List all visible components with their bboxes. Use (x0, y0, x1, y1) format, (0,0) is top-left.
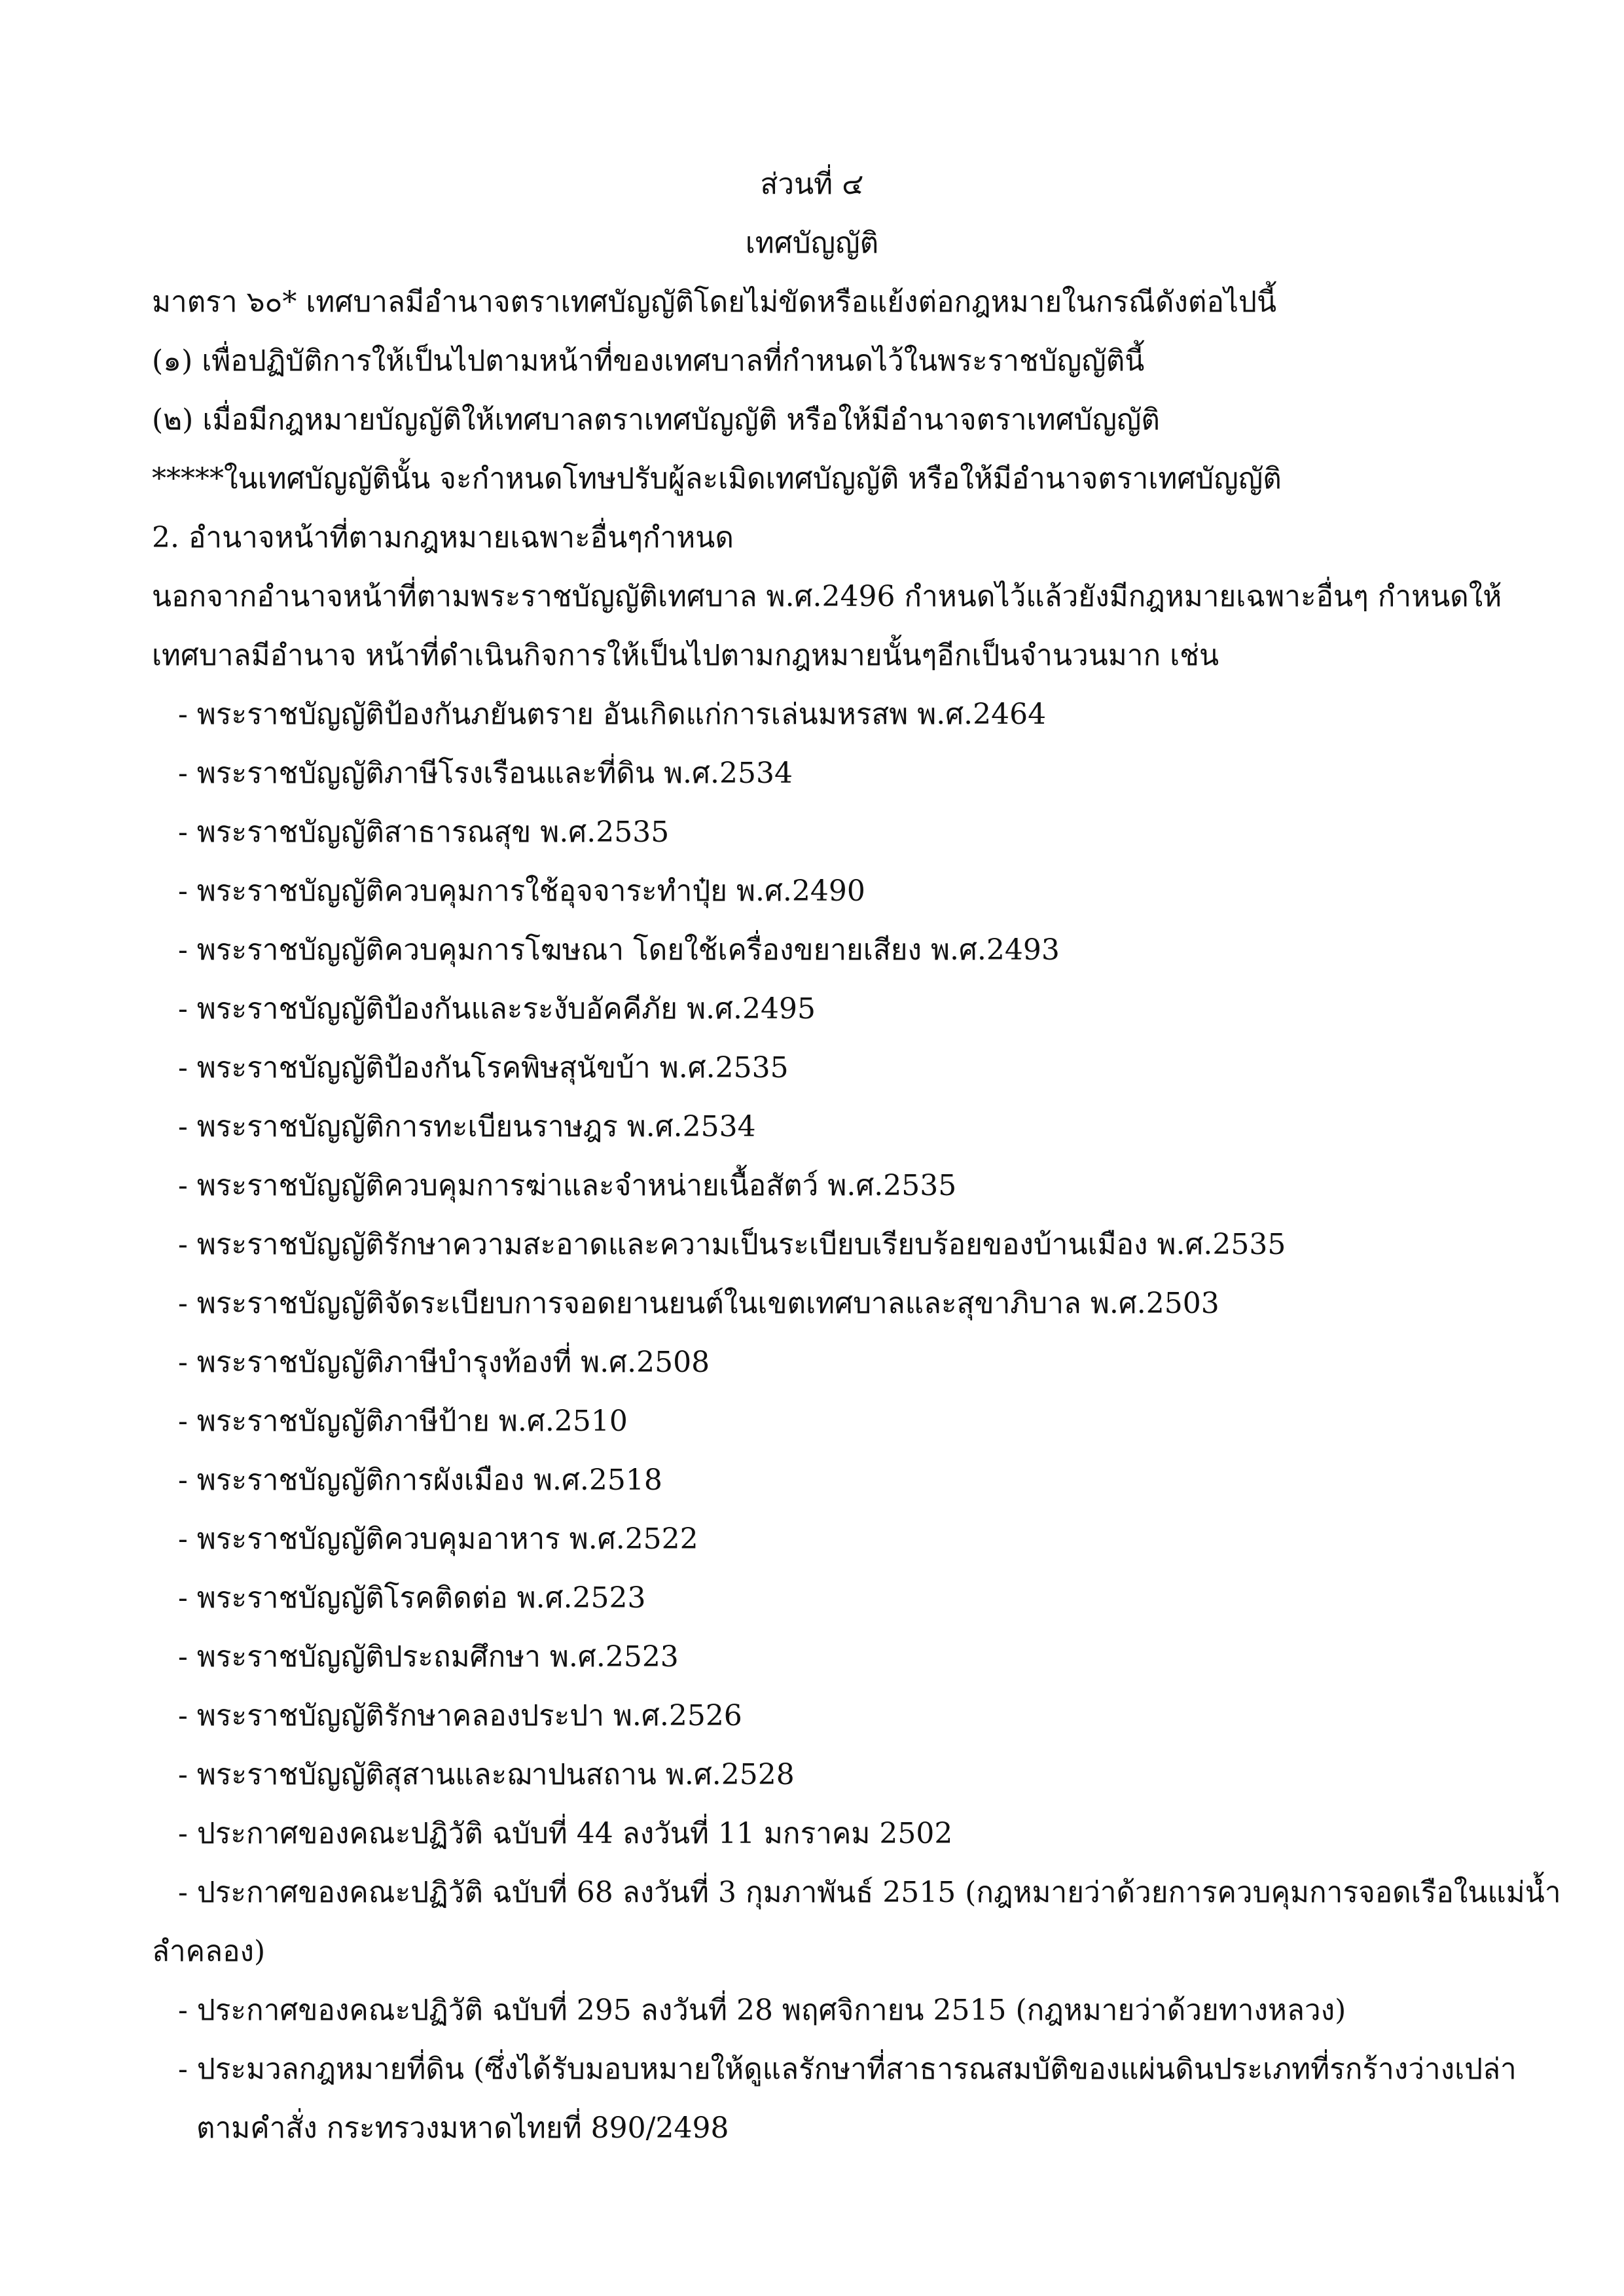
law-item: - พระราชบัญญัติการทะเบียนราษฎร พ.ศ.2534 (178, 1110, 756, 1143)
law-item: - พระราชบัญญัติสุสานและฌาปนสถาน พ.ศ.2528 (178, 1758, 795, 1791)
announcement-68-line-2: ลำคลอง) (152, 1935, 266, 1968)
law-item: - พระราชบัญญัติควบคุมการฆ่าและจำหน่ายเนื้อสัตว์ พ.ศ.2535 (178, 1169, 957, 1202)
law-item: - พระราชบัญญัติรักษาความสะอาดและความเป็นระเบียบเรียบร้อยของบ้านเมือง พ.ศ.2535 (178, 1228, 1286, 1261)
section-60-item-1: (๑) เพื่อปฏิบัติการให้เป็นไปตามหน้าที่ของเทศบาลที่กำหนดไว้ในพระราชบัญญัตินี้ (152, 344, 1145, 378)
law-item: - พระราชบัญญัติป้องกันภยันตราย อันเกิดแก่การเล่นมหรสพ พ.ศ.2464 (178, 698, 1047, 731)
announcement-295: - ประกาศของคณะปฏิวัติ ฉบับที่ 295 ลงวันที่ 28 พฤศจิกายน 2515 (กฎหมายว่าด้วยทางหลวง) (178, 1994, 1346, 2027)
law-item: - พระราชบัญญัติป้องกันและระงับอัคคีภัย พ.ศ.2495 (178, 992, 816, 1026)
law-item: - พระราชบัญญัติภาษีโรงเรือนและที่ดิน พ.ศ.2534 (178, 757, 793, 790)
law-item: - พระราชบัญญัติโรคติดต่อ พ.ศ.2523 (178, 1581, 646, 1615)
part-heading: ส่วนที่ ๔ (760, 168, 864, 201)
land-code-line-2: ตามคำสั่ง กระทรวงมหาดไทยที่ 890/2498 (196, 2111, 729, 2145)
law-item: - พระราชบัญญัติประถมศึกษา พ.ศ.2523 (178, 1640, 679, 1674)
section-60-item-2: (๒) เมื่อมีกฎหมายบัญญัติให้เทศบาลตราเทศบัญญัติ หรือให้มีอำนาจตราเทศบัญญัติ (152, 403, 1160, 437)
law-item: - พระราชบัญญัติควบคุมการโฆษณา โดยใช้เครื่องขยายเสียง พ.ศ.2493 (178, 933, 1060, 967)
law-item: - พระราชบัญญัติภาษีป้าย พ.ศ.2510 (178, 1405, 628, 1438)
section-2-heading: 2. อำนาจหน้าที่ตามกฎหมายเฉพาะอื่นๆกำหนด (152, 521, 734, 554)
document-title: เทศบัญญัติ (745, 226, 879, 260)
section-60-note: *****ในเทศบัญญัตินั้น จะกำหนดโทษปรับผู้ละเมิดเทศบัญญัติ หรือให้มีอำนาจตราเทศบัญญัติ (152, 462, 1282, 495)
law-item: - พระราชบัญญัติควบคุมการใช้อุจจาระทำปุ๋ย พ.ศ.2490 (178, 874, 865, 908)
law-item: - พระราชบัญญัติสาธารณสุข พ.ศ.2535 (178, 816, 670, 849)
law-item: - ประกาศของคณะปฏิวัติ ฉบับที่ 44 ลงวันที่ 11 มกราคม 2502 (178, 1817, 953, 1850)
law-item: - พระราชบัญญัติควบคุมอาหาร พ.ศ.2522 (178, 1522, 698, 1556)
announcement-68-line-1: - ประกาศของคณะปฏิวัติ ฉบับที่ 68 ลงวันที่ 3 กุมภาพันธ์ 2515 (กฎหมายว่าด้วยการควบคุมการจอดเรือในแม่น้ำ (178, 1876, 1561, 1909)
section-2-paragraph-line-1: นอกจากอำนาจหน้าที่ตามพระราชบัญญัติเทศบาล พ.ศ.2496 กำหนดไว้แล้วยังมีกฎหมายเฉพาะอื่นๆ กำหนดให้ (152, 580, 1502, 613)
section-60-intro: มาตรา ๖๐* เทศบาลมีอำนาจตราเทศบัญญัติโดยไม่ขัดหรือแย้งต่อกฎหมายในกรณีดังต่อไปนี้ (152, 285, 1277, 319)
law-item: - พระราชบัญญัติจัดระเบียบการจอดยานยนต์ในเขตเทศบาลและสุขาภิบาล พ.ศ.2503 (178, 1287, 1219, 1320)
section-2-paragraph-line-2: เทศบาลมีอำนาจ หน้าที่ดำเนินกิจการให้เป็นไปตามกฎหมายนั้นๆอีกเป็นจำนวนมาก เช่น (152, 639, 1219, 672)
law-item: - พระราชบัญญัติรักษาคลองประปา พ.ศ.2526 (178, 1699, 742, 1732)
land-code-line-1: - ประมวลกฎหมายที่ดิน (ซึ่งได้รับมอบหมายให้ดูแลรักษาที่สาธารณสมบัติของแผ่นดินประเภทที่รกร้างว่างเปล่า (178, 2053, 1517, 2086)
law-item: - พระราชบัญญัติภาษีบำรุงท้องที่ พ.ศ.2508 (178, 1346, 710, 1379)
law-item: - พระราชบัญญัติการผังเมือง พ.ศ.2518 (178, 1463, 662, 1497)
law-item: - พระราชบัญญัติป้องกันโรคพิษสุนัขบ้า พ.ศ.2535 (178, 1051, 789, 1085)
